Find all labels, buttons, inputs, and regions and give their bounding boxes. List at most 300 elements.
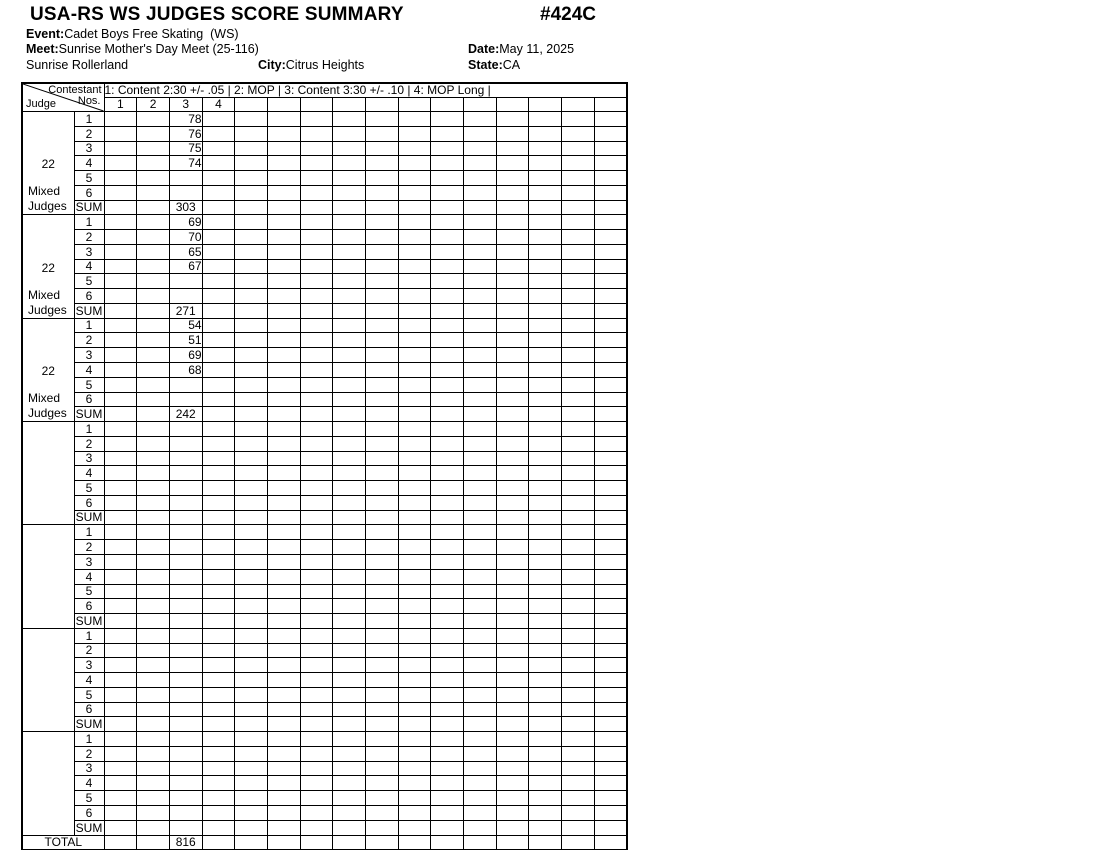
score-row-label: 2: [74, 540, 104, 555]
score-cell: [431, 687, 464, 702]
score-cell: [496, 377, 529, 392]
contestant-number-header: [267, 98, 300, 112]
contestant-number-header: [529, 98, 562, 112]
score-cell: [464, 702, 497, 717]
score-cell: [496, 215, 529, 230]
score-cell: [562, 377, 595, 392]
score-cell: [496, 274, 529, 289]
score-cell: [594, 732, 627, 747]
score-cell: [464, 732, 497, 747]
score-cell: [300, 525, 333, 540]
sum-cell: [431, 303, 464, 318]
score-cell: [594, 112, 627, 127]
score-row-label: 1: [74, 112, 104, 127]
score-cell: [594, 422, 627, 437]
score-cell: [235, 392, 268, 407]
score-cell: [333, 791, 366, 806]
score-cell: [267, 540, 300, 555]
judge-number: 22: [41, 157, 55, 172]
score-cell: [398, 363, 431, 378]
score-cell: [562, 628, 595, 643]
score-cell: [398, 259, 431, 274]
score-cell: [202, 171, 235, 186]
score-cell: [104, 377, 137, 392]
judge-type-line1: Mixed: [28, 391, 61, 406]
sum-cell: [562, 510, 595, 525]
sum-cell: [333, 407, 366, 422]
sum-cell: [562, 303, 595, 318]
score-cell: [267, 363, 300, 378]
score-cell: [398, 318, 431, 333]
score-cell: [235, 702, 268, 717]
table-row: [22, 318, 627, 333]
score-cell: [398, 687, 431, 702]
score-cell: [333, 392, 366, 407]
score-cell: [464, 569, 497, 584]
score-cell: [137, 761, 170, 776]
score-cell: [431, 230, 464, 245]
score-cell: [235, 451, 268, 466]
score-cell: [398, 702, 431, 717]
score-cell: [202, 274, 235, 289]
state-label: State:: [468, 58, 503, 72]
score-row-label: 3: [74, 141, 104, 156]
score-cell: [104, 466, 137, 481]
score-cell: [496, 112, 529, 127]
score-cell: [464, 392, 497, 407]
score-cell: [529, 658, 562, 673]
score-cell: [496, 540, 529, 555]
score-row-label: 6: [74, 702, 104, 717]
sum-cell: [202, 820, 235, 835]
score-cell: [562, 171, 595, 186]
score-cell: [235, 687, 268, 702]
score-row-label: 6: [74, 185, 104, 200]
score-cell: [562, 761, 595, 776]
score-cell: [300, 466, 333, 481]
sum-cell: [137, 510, 170, 525]
score-cell: [366, 805, 399, 820]
judge-cell: [22, 628, 74, 731]
table-row: [22, 599, 627, 614]
score-cell: [235, 422, 268, 437]
sum-cell: [366, 303, 399, 318]
score-cell: [398, 333, 431, 348]
total-value-cell: [366, 835, 399, 850]
score-cell: [202, 451, 235, 466]
score-cell: [202, 156, 235, 171]
score-cell: [235, 363, 268, 378]
sum-cell: [300, 820, 333, 835]
sum-cell: [529, 407, 562, 422]
score-cell: [366, 761, 399, 776]
score-cell: [431, 259, 464, 274]
score-cell: [202, 363, 235, 378]
table-row: [22, 776, 627, 791]
score-cell: [398, 599, 431, 614]
score-cell: [202, 392, 235, 407]
score-cell: [496, 466, 529, 481]
score-cell: [562, 495, 595, 510]
table-row: [22, 200, 627, 215]
score-cell: [398, 436, 431, 451]
score-cell: [333, 584, 366, 599]
score-cell: [104, 687, 137, 702]
sum-cell: [496, 510, 529, 525]
table-row: [22, 171, 627, 186]
score-cell: [529, 422, 562, 437]
sum-cell: [398, 303, 431, 318]
score-cell: [366, 244, 399, 259]
score-cell: [104, 673, 137, 688]
event-value: Cadet Boys Free Skating (WS): [64, 27, 239, 41]
table-row: [22, 510, 627, 525]
score-row-label: 3: [74, 244, 104, 259]
score-cell: [300, 318, 333, 333]
meet-value: Sunrise Mother's Day Meet (25-116): [58, 42, 259, 56]
score-cell: [464, 628, 497, 643]
score-cell: [496, 702, 529, 717]
sum-cell: [431, 820, 464, 835]
sum-cell: [398, 407, 431, 422]
score-cell: [333, 776, 366, 791]
sum-cell: [431, 614, 464, 629]
score-row-label: 5: [74, 274, 104, 289]
score-cell: [104, 628, 137, 643]
sum-cell: [104, 820, 137, 835]
score-cell: [496, 658, 529, 673]
score-cell: [431, 658, 464, 673]
sum-cell: [398, 510, 431, 525]
score-cell: [235, 495, 268, 510]
score-cell: [366, 525, 399, 540]
score-cell: [137, 776, 170, 791]
score-cell: [235, 377, 268, 392]
score-cell: [267, 392, 300, 407]
score-cell: [366, 377, 399, 392]
score-cell: 78: [169, 112, 202, 127]
score-cell: [562, 540, 595, 555]
score-cell: [496, 363, 529, 378]
score-cell: [431, 805, 464, 820]
score-cell: [529, 451, 562, 466]
score-cell: [562, 481, 595, 496]
total-row: [22, 835, 627, 850]
score-cell: [398, 230, 431, 245]
score-cell: [202, 673, 235, 688]
score-cell: [431, 422, 464, 437]
score-row-label: 1: [74, 732, 104, 747]
score-cell: 67: [169, 259, 202, 274]
score-cell: [300, 422, 333, 437]
score-cell: [202, 643, 235, 658]
score-cell: [496, 495, 529, 510]
table-row: [22, 673, 627, 688]
score-cell: [464, 422, 497, 437]
score-cell: [137, 436, 170, 451]
score-cell: [529, 732, 562, 747]
contestant-number-header: [431, 98, 464, 112]
sum-cell: [104, 614, 137, 629]
score-cell: [496, 732, 529, 747]
score-cell: [529, 554, 562, 569]
score-cell: [267, 702, 300, 717]
score-cell: [333, 481, 366, 496]
contestant-number-header: 4: [202, 98, 235, 112]
score-cell: 75: [169, 141, 202, 156]
score-cell: [562, 569, 595, 584]
score-cell: [366, 141, 399, 156]
score-cell: [202, 126, 235, 141]
sum-cell: [366, 820, 399, 835]
score-cell: [529, 377, 562, 392]
total-value-cell: [562, 835, 595, 850]
score-row-label: 6: [74, 392, 104, 407]
score-cell: [104, 185, 137, 200]
score-cell: [496, 791, 529, 806]
table-row: [22, 717, 627, 732]
score-cell: [562, 436, 595, 451]
sum-cell: [594, 820, 627, 835]
score-cell: [529, 540, 562, 555]
sum-cell: [496, 407, 529, 422]
score-cell: [398, 584, 431, 599]
score-cell: [366, 112, 399, 127]
score-cell: [366, 422, 399, 437]
score-cell: [235, 436, 268, 451]
score-cell: [562, 112, 595, 127]
score-cell: [267, 112, 300, 127]
score-cell: [464, 540, 497, 555]
score-cell: [333, 156, 366, 171]
score-cell: [562, 244, 595, 259]
score-cell: [464, 112, 497, 127]
table-row: [22, 805, 627, 820]
score-cell: [267, 333, 300, 348]
meet-label: Meet:: [26, 42, 59, 56]
score-cell: [529, 584, 562, 599]
score-cell: [562, 584, 595, 599]
score-cell: [202, 466, 235, 481]
sum-cell: [562, 614, 595, 629]
score-cell: [594, 554, 627, 569]
score-cell: [300, 392, 333, 407]
score-cell: [267, 658, 300, 673]
score-cell: [464, 584, 497, 599]
score-cell: [496, 422, 529, 437]
table-row: [22, 363, 627, 378]
score-cell: [235, 554, 268, 569]
score-cell: [202, 348, 235, 363]
sum-cell: [169, 614, 202, 629]
sum-cell: [333, 303, 366, 318]
score-cell: [366, 451, 399, 466]
score-cell: [333, 126, 366, 141]
score-cell: [496, 805, 529, 820]
score-cell: [169, 746, 202, 761]
score-cell: [137, 156, 170, 171]
sum-cell: [235, 717, 268, 732]
contestant-number-header: [235, 98, 268, 112]
table-row: [22, 481, 627, 496]
score-cell: [267, 377, 300, 392]
score-cell: [398, 171, 431, 186]
score-cell: [267, 746, 300, 761]
score-cell: [267, 761, 300, 776]
judge-type-line1: Mixed: [28, 184, 61, 199]
contestant-number-header: [464, 98, 497, 112]
score-cell: [300, 451, 333, 466]
table-row: [22, 112, 627, 127]
corner-nos-label: Nos.: [77, 95, 101, 107]
sum-cell: [202, 510, 235, 525]
score-cell: [366, 643, 399, 658]
document-number: #424C: [540, 4, 596, 25]
score-cell: [562, 599, 595, 614]
sum-cell: [300, 510, 333, 525]
score-cell: [300, 333, 333, 348]
score-cell: [398, 289, 431, 304]
score-cell: [169, 732, 202, 747]
score-cell: [333, 185, 366, 200]
score-cell: [235, 318, 268, 333]
score-cell: [300, 776, 333, 791]
table-row: [22, 628, 627, 643]
total-value-cell: [235, 835, 268, 850]
score-cell: [333, 805, 366, 820]
sum-cell: [366, 717, 399, 732]
score-cell: [169, 599, 202, 614]
table-row: [22, 643, 627, 658]
score-cell: [398, 805, 431, 820]
score-row-label: 3: [74, 451, 104, 466]
score-cell: [562, 215, 595, 230]
score-cell: [267, 215, 300, 230]
score-cell: [300, 687, 333, 702]
score-cell: [267, 274, 300, 289]
score-cell: [104, 363, 137, 378]
sum-cell: [562, 820, 595, 835]
score-cell: [562, 156, 595, 171]
score-cell: [202, 540, 235, 555]
sum-cell: [366, 200, 399, 215]
page-title: USA-RS WS JUDGES SCORE SUMMARY: [30, 4, 404, 25]
score-cell: [529, 525, 562, 540]
sum-cell: [464, 510, 497, 525]
score-cell: [300, 156, 333, 171]
score-cell: [496, 392, 529, 407]
sum-row-label: SUM: [75, 820, 103, 835]
city-line: [258, 58, 364, 72]
score-cell: [235, 156, 268, 171]
score-cell: [202, 377, 235, 392]
sum-cell: [202, 614, 235, 629]
score-cell: [398, 392, 431, 407]
score-cell: [333, 348, 366, 363]
date-label: Date:: [468, 42, 500, 56]
score-cell: [529, 628, 562, 643]
score-cell: [464, 791, 497, 806]
score-cell: [235, 584, 268, 599]
score-cell: [202, 185, 235, 200]
score-cell: [202, 422, 235, 437]
score-cell: [562, 658, 595, 673]
sum-cell: [398, 200, 431, 215]
state-value: CA: [502, 58, 521, 72]
score-cell: [431, 746, 464, 761]
score-cell: [104, 392, 137, 407]
score-cell: [137, 569, 170, 584]
score-cell: [594, 333, 627, 348]
score-cell: [104, 112, 137, 127]
score-cell: [169, 702, 202, 717]
score-cell: [496, 318, 529, 333]
score-cell: [431, 377, 464, 392]
sum-cell: [267, 303, 300, 318]
score-cell: [398, 185, 431, 200]
score-cell: [594, 805, 627, 820]
score-cell: [235, 259, 268, 274]
score-cell: [594, 274, 627, 289]
score-cell: [202, 244, 235, 259]
total-value-cell: [104, 835, 137, 850]
score-cell: [366, 569, 399, 584]
score-cell: [267, 230, 300, 245]
score-cell: [267, 643, 300, 658]
score-cell: [104, 761, 137, 776]
sum-cell: [333, 717, 366, 732]
score-cell: [333, 673, 366, 688]
sum-cell: [235, 200, 268, 215]
table-row: [22, 185, 627, 200]
score-cell: [169, 569, 202, 584]
score-cell: [431, 112, 464, 127]
table-row: [22, 614, 627, 629]
score-cell: [300, 436, 333, 451]
score-cell: [398, 554, 431, 569]
score-cell: [235, 569, 268, 584]
score-cell: [267, 244, 300, 259]
sum-cell: [594, 614, 627, 629]
score-cell: [267, 126, 300, 141]
score-cell: [594, 540, 627, 555]
sum-cell: [267, 717, 300, 732]
score-cell: [594, 436, 627, 451]
score-cell: [366, 289, 399, 304]
score-cell: [202, 289, 235, 304]
score-cell: [496, 126, 529, 141]
score-cell: [529, 761, 562, 776]
score-cell: [104, 156, 137, 171]
table-row: [22, 466, 627, 481]
score-cell: [137, 540, 170, 555]
score-cell: [104, 274, 137, 289]
sum-cell: [333, 200, 366, 215]
score-cell: [333, 525, 366, 540]
score-cell: [496, 436, 529, 451]
score-cell: [137, 377, 170, 392]
score-cell: [594, 628, 627, 643]
score-cell: [333, 554, 366, 569]
total-value-cell: [529, 835, 562, 850]
score-cell: [169, 673, 202, 688]
judge-cell: [22, 525, 74, 628]
score-row-label: 5: [74, 481, 104, 496]
score-row-label: 6: [74, 805, 104, 820]
score-cell: [594, 215, 627, 230]
score-cell: [431, 776, 464, 791]
table-row: [22, 584, 627, 599]
